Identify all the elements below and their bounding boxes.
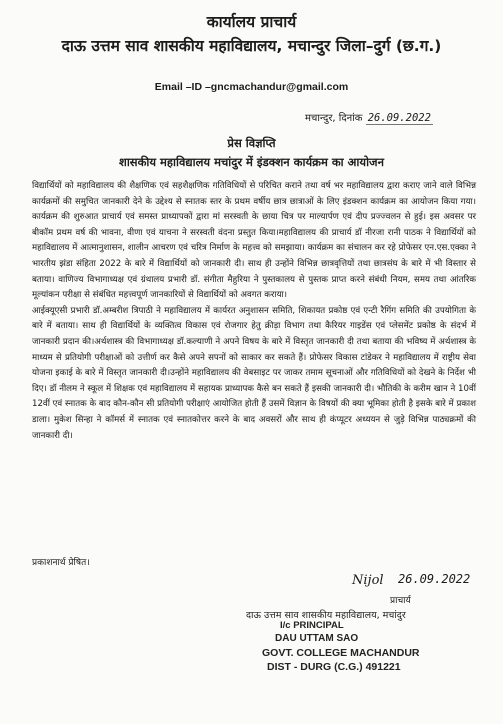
dateline-place: मचान्दुर, दिनांक xyxy=(305,113,363,124)
stamp-line-name: DAU UTTAM SAO xyxy=(275,633,359,644)
principal-signature: Nijol xyxy=(352,573,384,588)
press-release-title: प्रेस विज्ञप्ति xyxy=(227,136,276,150)
office-heading: कार्यालय प्राचार्य xyxy=(206,13,297,31)
stamp-line-college: GOVT. COLLEGE MACHANDUR xyxy=(262,647,420,659)
press-release-body xyxy=(32,179,476,444)
stamp-line-district: DIST - DURG (C.G.) 491221 xyxy=(267,661,401,673)
body-paragraph-1: विद्यार्थियों को महाविद्यालय की शैक्षणिक एवं सहशैक्षणिक गतिविधियों से परिचित कराने तथा वर्ष भर महाविद्यालय द्वारा कराए जाने वाले विभिन्न कार्यक्रमों की समुचित जानकारी देने के उद्देश्य से स्नातक स्तर के प्रथम वर्षीय छात्र छात्राओं के लिए इंडक्शन कार्यक्रम का आयोजन किया गया। कार्यक्रम की शुरुआत प्राचार्य एवं समस्त प्राध्यापकों द्वारा मां सरस्वती के छाया चित्र पर माल्यार्पण एवं दीप प्रज्ज्वलन से हुई। इस अवसर पर बीकॉम प्रथम वर्ष की भावना, वीणा एवं याचना ने सरस्वती वंदना प्रस्तुत किया।महाविद्यालय की प्राचार्य डॉ नीरजा रानी पाठक ने विद्यार्थियों को महाविद्यालय में आत्मानुशासन, शालीन आचरण एवं चरित्र निर्माण के महत्त्व को समझाया। कार्यक्रम का संचालन कर रहे प्रोफेसर एन.एस.एक्का ने भारतीय झंडा संहिता 2022 के बारे में विद्यार्थियों को जानकारी दी। साथ ही उन्होंने विभिन्न छात्रवृत्तियों तथा छात्रसंघ के बारे में भी विस्तार से बताया। वाणिज्य विभागाध्यक्ष एवं ग्रंथालय प्रभारी डॉ. संगीता मैहुरिया ने पुस्तकालय से पुस्तक प्राप्त करने संबंधी नियम, समय तथा आंतरिक मूल्यांकन परीक्षा से संबंधित महत्त्वपूर्ण जानकारियों से विद्यार्थियों को अवगत कराया। xyxy=(32,181,476,301)
event-headline: शासकीय महाविद्यालय मचांदुर में इंडक्शन कार्यक्रम का आयोजन xyxy=(119,155,384,169)
stamp-line-principal: I/c PRINCIPAL xyxy=(280,620,344,631)
signatory-designation: प्राचार्य xyxy=(390,596,411,606)
college-email: Email –ID –gncmachandur@gmail.com xyxy=(154,81,349,93)
body-paragraph-2: आईक्यूएसी प्रभारी डॉ.अम्बरीश त्रिपाठी ने महाविद्यालय में कार्यरत अनुशासन समिति, शिकायत प्रकोष्ठ एवं एन्टी रैगिंग समिति की उपयोगिता के बारे में बताया। साथ ही विद्यार्थियों के व्यक्तित्व विकास एवं रोजगार हेतु क्रीड़ा विभाग तथा कैरियर गाइडेंस एवं प्लेसमेंट प्रकोष्ठ के संदर्भ में जानकारी प्रदान की।अर्थशास्त्र की विभागाध्यक्ष डॉ.कल्याणी ने अपने विषय के बारे में विस्तृत जानकारी दी तथा बताया की भविष्य में अर्थशास्त्र के माध्यम से प्रतियोगी परीक्षाओं को उत्तीर्ण कर कैसे अपने सपनों को साकार कर सकते हैं। प्रोफेसर विकास टांडेकर ने महाविद्यालय में राष्ट्रीय सेवा योजना इकाई के बारे में विस्तृत जानकारी दी।उन्होंने महाविद्यालय की वेबसाइट पर जाकर तमाम सूचनाओं और गतिविधियों को देखने के निर्देश भी दिए। डॉ नीलम ने स्कूल में शिक्षक एवं महाविद्यालय में सहायक प्राध्यापक कैसे बन सकते हैं इसकी जानकारी दी। भौतिकी के करीम खान ने 10वीं 12वीं एवं स्नातक के बाद कौन-कौन सी प्रतियोगी परीक्षाएं आयोजित होती हैं उसमें विज्ञान के विषयों की क्या भूमिका होती है इसके बारे में प्रकाश डाला। मुकेश सिन्हा ने कॉमर्स में स्नातक एवं स्नातकोत्तर करने के बाद अवसरों और साथ ही कंप्यूटर अध्ययन से जुड़े विभिन्न पाठ्यक्रमों की जानकारी दी। xyxy=(32,305,476,441)
college-name-heading: दाऊ उत्तम साव शासकीय महाविद्यालय, मचान्दुर जिला–दुर्ग (छ.ग.) xyxy=(61,37,442,55)
dateline xyxy=(305,110,433,124)
signature-date: 26.09.2022 xyxy=(398,572,471,586)
dateline-date: 26.09.2022 xyxy=(367,112,431,124)
footer-college-line: दाऊ उत्तम साव शासकीय महाविद्यालय, मचांदुर xyxy=(246,610,406,621)
closing-note: प्रकाशनार्थ प्रेषित। xyxy=(32,558,90,568)
